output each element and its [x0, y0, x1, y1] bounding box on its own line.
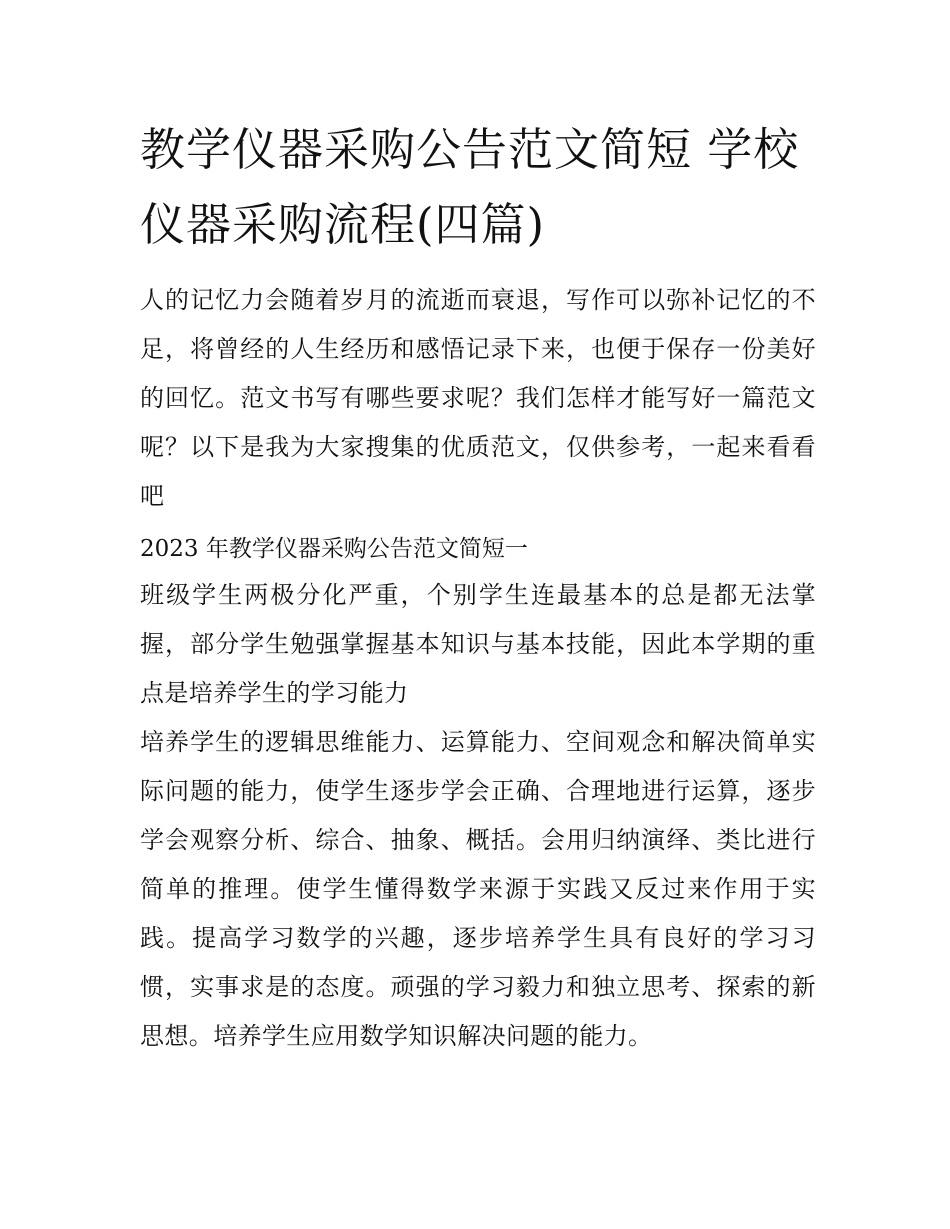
body-paragraph-1: 班级学生两极分化严重，个别学生连最基本的总是都无法掌握，部分学生勉强掌握基本知识与基本技能，因此本学期的重点是培养学生的学习能力 [140, 581, 816, 707]
body-paragraph-2: 培养学生的逻辑思维能力、运算能力、空间观念和解决简单实际问题的能力，使学生逐步学会正确、合理地进行运算，逐步学会观察分析、综合、抽象、概括。会用归纳演绎、类比进行简单的推理。使学生懂得数学来源于实践又反过来作用于实践。提高学习数学的兴趣，逐步培养学生具有良好的学习习惯，实事求是的态度。顽强的学习毅力和独立思考、探索的新思想。培养学生应用数学知识解决问题的能力。 [140, 728, 816, 1050]
document-title: 教学仪器采购公告范文简短 学校仪器采购流程(四篇) [140, 123, 800, 251]
document-content [140, 112, 816, 1061]
intro-paragraph: 人的记忆力会随着岁月的流逝而衰退，写作可以弥补记忆的不足，将曾经的人生经历和感悟记录下来，也便于保存一份美好的回忆。范文书写有哪些要求呢？我们怎样才能写好一篇范文呢？以下是我为大家搜集的优质范文，仅供参考，一起来看看吧 [140, 286, 816, 510]
section-heading: 2023 年教学仪器采购公告范文简短一 [140, 536, 528, 562]
